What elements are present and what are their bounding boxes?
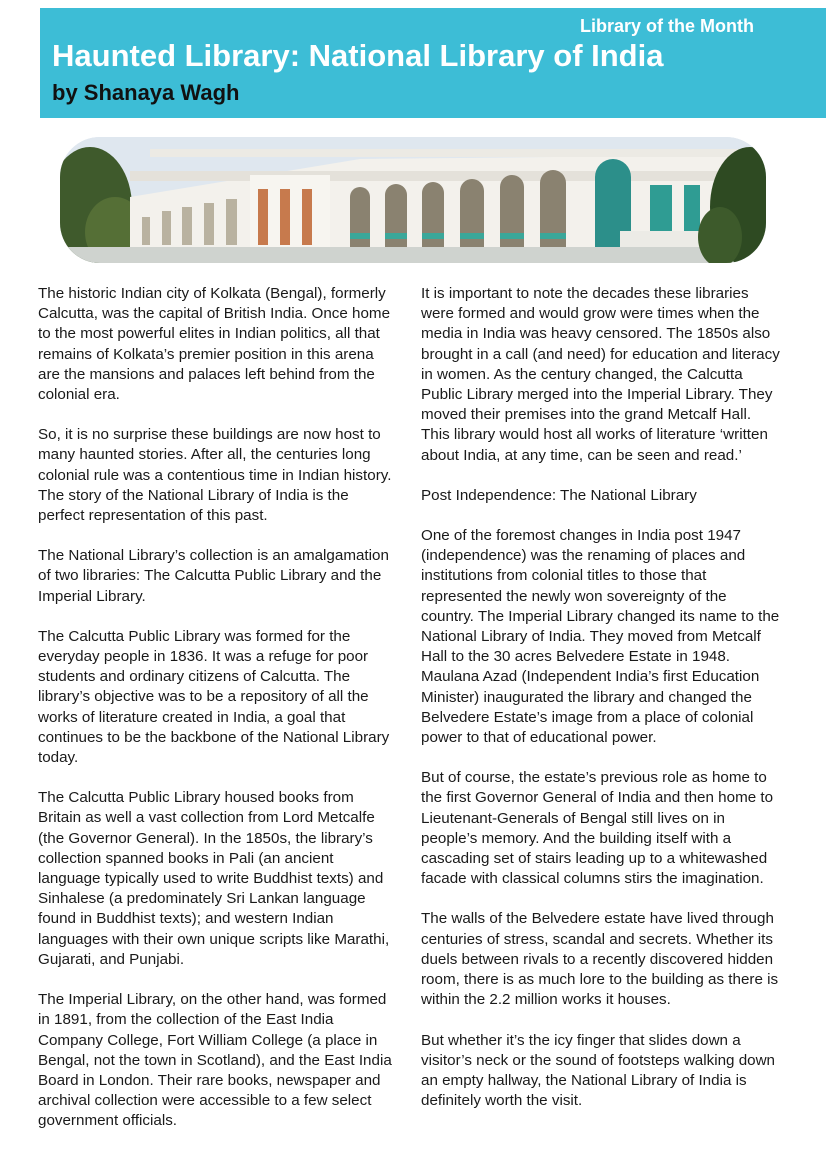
article-column-right <box>421 284 781 1131</box>
article-title: Haunted Library: National Library of India <box>52 38 664 73</box>
library-photo <box>60 137 766 263</box>
paragraph: The walls of the Belvedere estate have lived through centuries of stress, scandal and secrets. Whether its duels between rivals to a recently discovered hidden room, there is as much lore to the building as there is within the 2.2 million works it houses. <box>421 910 779 1009</box>
library-building-illustration <box>60 137 766 263</box>
paragraph: So, it is no surprise these buildings are now host to many haunted stories. After all, the centuries long colonial rule was a contentious time in Indian history. The story of the National Library of India is the perfect representation of this past. <box>38 426 392 525</box>
paragraph: But whether it’s the icy finger that slides down a visitor’s neck or the sound of footsteps walking down an empty hallway, the National Library of India is definitely worth the visit. <box>421 1031 776 1110</box>
paragraph: The historic Indian city of Kolkata (Bengal), formerly Calcutta, was the capital of British India. Once home to the most powerful elites in Indian politics, all that remains of Kolkata’s premier position in this arena are the mansions and palaces left behind from the colonial era. <box>38 285 391 404</box>
section-kicker: Library of the Month <box>580 16 754 36</box>
paragraph: One of the foremost changes in India post 1947 (independence) was the renaming of places and institutions from colonial titles to those that represented the newly won sovereignty of the country. The Imperial Library changed its name to the National Library of India. They moved from Metcalf Hall to the 30 acres Belvedere Estate in 1948. Maulana Azad (Independent India’s first Education Minister) inaugurated the library and changed the Belvedere Estate’s image from a place of colonial power to that of educational power. <box>421 527 780 747</box>
article-byline: by Shanaya Wagh <box>52 80 240 105</box>
section-subheading: Post Independence: The National Library <box>421 486 697 504</box>
paragraph: But of course, the estate’s previous role as home to the first Governor General of India and then home to Lieutenant-Generals of Bengal still lives on in people’s memory. And the building itself with a cascading set of stairs leading up to a whitewashed facade with classical columns stirs the imagination. <box>421 769 774 888</box>
paragraph: It is important to note the decades these libraries were formed and would grow were times when the media in India was heavy censored. The 1850s also brought in a call (and need) for education and literacy in women. As the century changed, the Calcutta Public Library merged into the Imperial Library. They moved their premises into the grand Metcalf Hall. This library would host all works of literature ‘written about India, at any time, can be seen and read.’ <box>421 285 780 464</box>
title-banner <box>40 8 826 118</box>
article-column-left <box>38 284 398 1152</box>
paragraph: The Calcutta Public Library was formed for the everyday people in 1836. It was a refuge for poor students and ordinary citizens of Calcutta. The library’s objective was to be a repository of all the works of literature created in India, a goal that continues to be the backbone of the National Library today. <box>38 627 390 767</box>
paragraph: The National Library’s collection is an amalgamation of two libraries: The Calcutta Public Library and the Imperial Library. <box>38 547 389 605</box>
paragraph: The Imperial Library, on the other hand, was formed in 1891, from the collection of the East India Company College, Fort William College (a place in Bengal, not the town in Scotland), and the East India Board in London. Their rare books, newspaper and archival collection were accessible to a few select government officials. <box>38 991 392 1130</box>
paragraph: The Calcutta Public Library housed books from Britain as well a vast collection from Lord Metcalfe (the Governor General). In the 1850s, the library’s collection spanned books in Pali (an ancient language typically used to write Buddhist texts) and Sinhalese (a predominately Sri Lankan language found in Buddhist texts); and western Indian languages with their own unique scripts like Marathi, Gujarati, and Punjabi. <box>38 789 390 968</box>
